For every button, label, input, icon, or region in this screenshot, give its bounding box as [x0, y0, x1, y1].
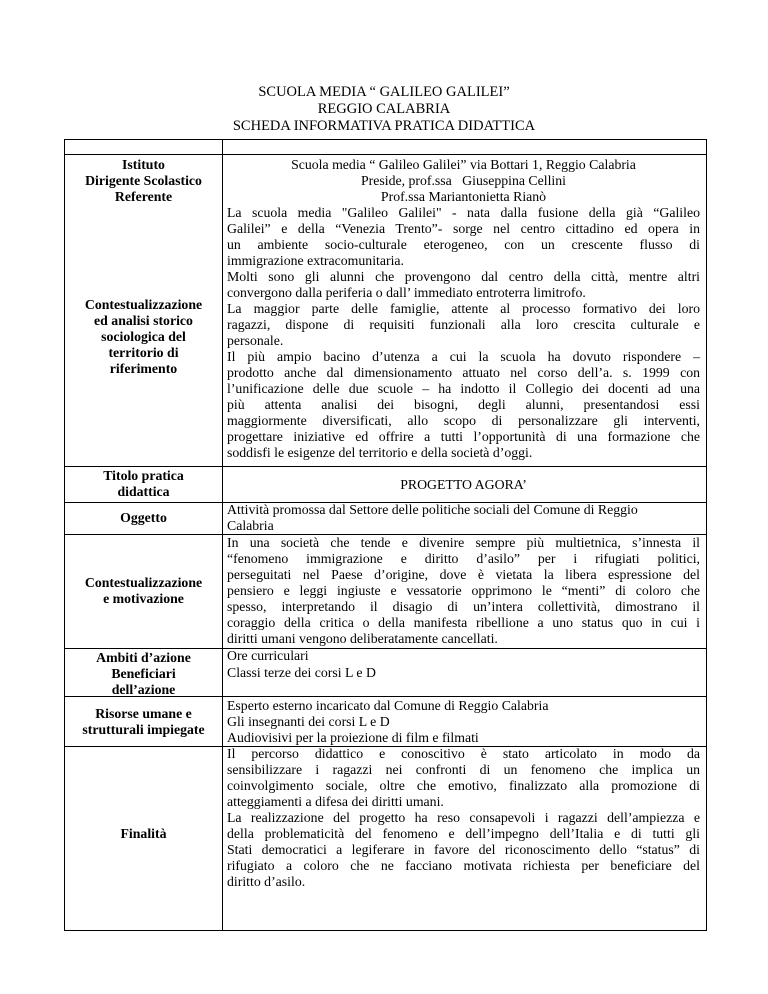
label-contesto-motivazione: [65, 575, 222, 607]
text-line: “fenomeno immigrazione e diritto d’asilo” per i rifugiati politici,: [227, 551, 700, 566]
label-line: Risorse umane e: [95, 706, 192, 721]
text-line: Il più ampio bacino d’utenza a cui la scuola ha dovuto rispondere –: [227, 349, 700, 364]
label-oggetto: Oggetto: [120, 510, 167, 525]
text-line: convergono dalla periferia o dall’ immediato entroterra limitrofo.: [227, 285, 586, 300]
text-line: spesso, interpretando il disagio di un’intera collettività, dimostrano il: [227, 599, 700, 614]
text-line: In una società che tende e divenire sempre più multietnica, s’innesta il: [227, 535, 700, 550]
school-city: REGGIO CALABRIA: [317, 101, 451, 117]
value-contesto-territorio: [227, 205, 700, 461]
text-line: Il percorso didattico e conoscitivo è stato articolato in modo da: [227, 746, 700, 761]
label-istituto: Istituto: [122, 157, 165, 172]
value-finalita: [227, 746, 700, 890]
text-line: Molti sono gli alunni che provengono dal centro della città, mentre altri: [227, 269, 700, 284]
text-line: coraggio della critica o della manifesta ribellione a uno status quo in cui i: [227, 615, 700, 630]
text-line: La scuola media "Galileo Galilei" - nata dalla fusione della già “Galileo: [227, 205, 700, 220]
document-header: [0, 84, 768, 135]
text-line: l’unificazione delle due scuole – ha indotto il Collegio dei docenti ad una: [227, 381, 700, 396]
label-line: strutturali impiegate: [82, 722, 205, 737]
label-line: sociologica del: [101, 329, 186, 344]
label-line: Contestualizzazione: [84, 575, 203, 590]
row-divider: [65, 466, 706, 467]
text-line: soddisfi le esigenze del territorio e della società d’oggi.: [227, 445, 533, 460]
text-line: La realizzazione del progetto ha reso consapevoli i ragazzi dell’ampiezza e: [227, 810, 700, 825]
text-line: prodotto anche dal dimensionamento attuato nel corso dell’a. s. 1999 con: [227, 365, 700, 380]
column-divider: [222, 140, 223, 930]
value-istituto: Scuola media “ Galileo Galilei” via Bottari 1, Reggio Calabria: [291, 157, 636, 172]
label-line: territorio di: [108, 345, 179, 360]
text-line: Audiovisivi per la proiezione di film e filmati: [227, 730, 479, 745]
text-line: Gli insegnanti dei corsi L e D: [227, 714, 390, 729]
text-line: diritto d’asilo.: [227, 874, 306, 889]
label-beneficiari: [65, 666, 222, 698]
label-titolo: [65, 468, 222, 500]
document-title: SCHEDA INFORMATIVA PRATICA DIDATTICA: [232, 118, 536, 134]
text-line: rifugiato a coloro che ne facciano motivata richiesta per beneficiare del: [227, 858, 700, 873]
text-line: un ambiente socio-culturale eterogeneo, con un crescente flusso di: [227, 237, 700, 252]
text-line: diritti umani vengono deliberatamente cancellati.: [227, 631, 498, 646]
value-beneficiari: Classi terze dei corsi L e D: [227, 665, 376, 680]
label-line: Beneficiari: [111, 666, 176, 681]
text-line: Stati democratici a legiferare in favore del riconoscimento dello “status” di: [227, 842, 700, 857]
value-ambiti: Ore curriculari: [227, 648, 309, 663]
label-referente: Referente: [114, 189, 173, 204]
text-line: progettare iniziative ed offrire a tutti l’opportunità di una formazione che: [227, 429, 700, 444]
text-line: coinvolgimento sociale, oltre che emotivo, finalizzato alla promozione di: [227, 778, 700, 793]
label-line: dell’azione: [111, 682, 176, 697]
label-line: Contestualizzazione: [84, 297, 203, 312]
label-dirigente: Dirigente Scolastico: [85, 173, 202, 188]
label-line: didattica: [117, 484, 170, 499]
info-table: [64, 139, 707, 931]
value-titolo: PROGETTO AGORA’: [400, 477, 527, 492]
label-risorse: [65, 706, 222, 738]
label-ambiti: Ambiti d’azione: [96, 650, 191, 665]
text-line: La maggior parte delle famiglie, attente al processo formativo dei loro: [227, 301, 700, 316]
label-line: Titolo pratica: [103, 468, 184, 483]
label-contesto-territorio: [65, 297, 222, 377]
text-line: Calabria: [227, 518, 274, 533]
label-line: e motivazione: [103, 591, 184, 606]
label-line: ed analisi storico: [94, 313, 193, 328]
text-line: immigrazione extracomunitaria.: [227, 253, 404, 268]
text-line: perseguitati nel Paese d’origine, dove è vietata la libera espressione del: [227, 567, 700, 582]
label-line: riferimento: [109, 361, 178, 376]
text-line: della problematicità del fenomeno e dell’impegno dell’Italia e di tutti gli: [227, 826, 700, 841]
text-line: personale.: [227, 333, 284, 348]
value-risorse: [227, 698, 700, 746]
value-referente: Prof.ssa Mariantonietta Rianò: [380, 189, 547, 204]
row-divider: [65, 154, 706, 155]
value-oggetto: [227, 502, 700, 534]
value-dirigente: Preside, prof.ssa Giuseppina Cellini: [360, 173, 566, 188]
text-line: atteggiamenti a difesa dei diritti umani.: [227, 794, 444, 809]
school-name: SCUOLA MEDIA “ GALILEO GALILEI”: [258, 84, 510, 100]
text-line: maggiormente diversificati, allo scopo di personalizzare gli interventi,: [227, 413, 700, 428]
label-finalita: Finalità: [120, 826, 167, 841]
text-line: più attenta analisi dei bisogni, degli alunni, presentandosi essi: [227, 397, 700, 412]
text-line: ragazzi, dispone di requisiti funzionali alla loro crescita culturale e: [227, 317, 700, 332]
text-line: Galilei” e della “Venezia Trento”- sorge nel centro cittadino ed opera in: [227, 221, 700, 236]
text-line: Esperto esterno incaricato dal Comune di Reggio Calabria: [227, 698, 549, 713]
text-line: sensibilizzare i ragazzi nei confronti di un fenomeno che implica un: [227, 762, 700, 777]
text-line: pensiero e leggi ingiuste e vessatorie opprimono le “menti” di coloro che: [227, 583, 700, 598]
value-contesto-motivazione: [227, 535, 700, 647]
text-line: Attività promossa dal Settore delle politiche sociali del Comune di Reggio: [227, 502, 638, 517]
